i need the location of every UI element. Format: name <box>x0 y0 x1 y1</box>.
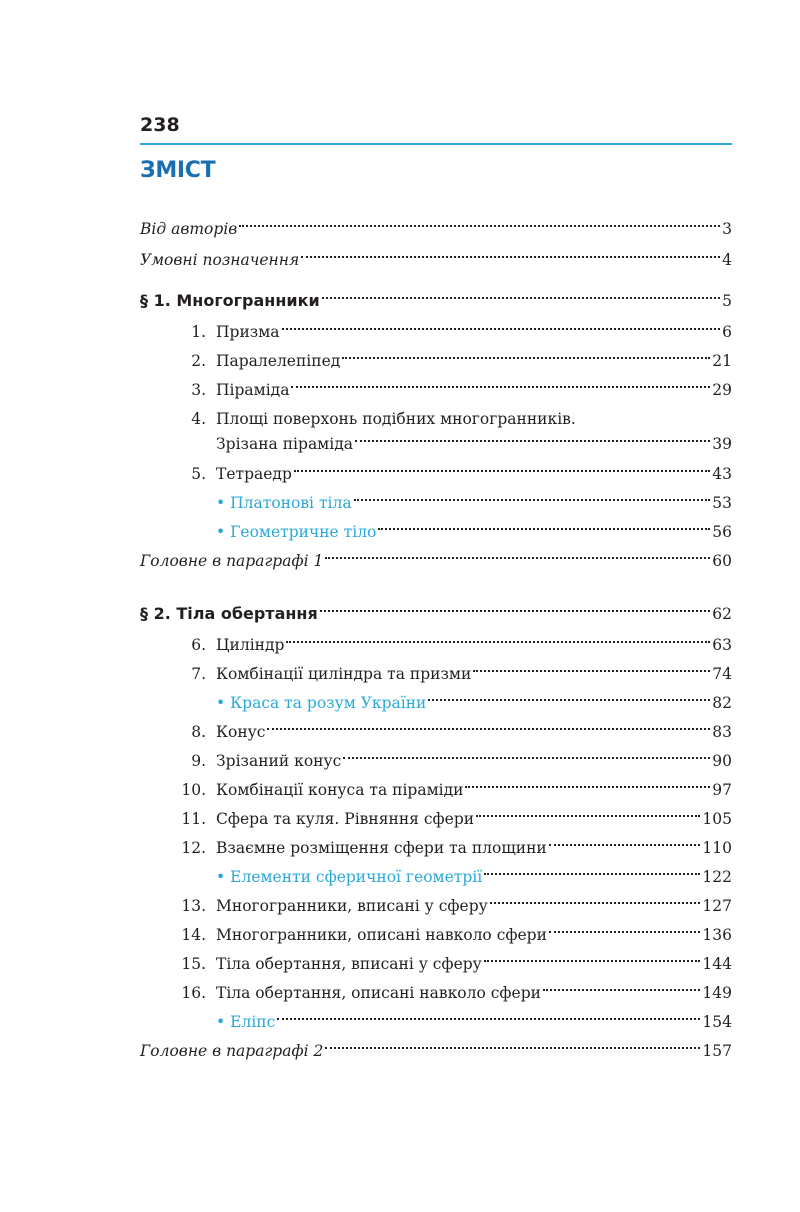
toc-item[interactable]: 16. Тіла обертання, описані навколо сфери 149 <box>181 984 732 1002</box>
leader-dots <box>301 255 720 258</box>
leader-dots <box>484 959 701 962</box>
toc-section-2[interactable]: § 2. Тіла обертання 62 <box>140 604 732 623</box>
toc-item[interactable]: 7. Комбінації циліндра та призми 74 <box>191 665 732 683</box>
bullet-icon: • <box>216 1013 226 1031</box>
leader-dots <box>294 469 710 472</box>
leader-dots <box>378 527 710 530</box>
leader-dots <box>465 785 710 788</box>
header-rule <box>140 143 732 145</box>
leader-dots <box>549 843 701 846</box>
leader-dots <box>325 1046 700 1049</box>
leader-dots <box>354 498 711 501</box>
toc-item[interactable]: 2. Паралелепіпед 21 <box>191 352 732 370</box>
toc-item[interactable]: 10. Комбінації конуса та піраміди 97 <box>181 781 732 799</box>
toc-item[interactable]: 1. Призма 6 <box>191 323 732 341</box>
toc-item-continued[interactable]: Зрізана піраміда 39 <box>216 435 732 453</box>
leader-dots <box>484 872 700 875</box>
toc-item[interactable]: 6. Циліндр 63 <box>191 636 732 654</box>
toc-extra-item[interactable]: • Еліпс 154 <box>216 1013 732 1031</box>
toc-summary-1[interactable]: Головне в параграфі 1 60 <box>140 552 732 570</box>
page-number: 238 <box>140 114 180 136</box>
toc-summary-2[interactable]: Головне в параграфі 2 157 <box>140 1042 732 1060</box>
toc-item[interactable]: 5. Тетраедр 43 <box>191 465 732 483</box>
toc-entry-authors[interactable]: Від авторів 3 <box>140 220 732 238</box>
leader-dots <box>428 698 710 701</box>
toc-item[interactable]: 15. Тіла обертання, вписані у сферу 144 <box>181 955 732 973</box>
toc-extra-item[interactable]: • Геометричне тіло 56 <box>216 523 732 541</box>
leader-dots <box>282 327 721 330</box>
leader-dots <box>320 609 711 612</box>
toc-item[interactable]: 11. Сфера та куля. Рівняння сфери 105 <box>181 810 732 828</box>
leader-dots <box>476 814 700 817</box>
leader-dots <box>286 640 710 643</box>
leader-dots <box>355 439 710 442</box>
bullet-icon: • <box>216 494 226 512</box>
toc-extra-item[interactable]: • Елементи сферичної геометрії 122 <box>216 868 732 886</box>
leader-dots <box>239 224 720 227</box>
toc-item[interactable]: 14. Многогранники, описані навколо сфери 136 <box>181 926 732 944</box>
leader-dots <box>473 669 710 672</box>
leader-dots <box>291 385 710 388</box>
bullet-icon: • <box>216 694 226 712</box>
toc-extra-item[interactable]: • Краса та розум України 82 <box>216 694 732 712</box>
page-title: ЗМІСТ <box>140 158 216 183</box>
leader-dots <box>267 727 710 730</box>
toc-entry-notation[interactable]: Умовні позначення 4 <box>140 251 732 269</box>
leader-dots <box>325 556 710 559</box>
leader-dots <box>342 356 710 359</box>
leader-dots <box>322 296 720 299</box>
leader-dots <box>543 988 700 991</box>
toc-item[interactable]: 13. Многогранники, вписані у сферу 127 <box>181 897 732 915</box>
toc-item[interactable]: 3. Піраміда 29 <box>191 381 732 399</box>
toc-item[interactable]: 8. Конус 83 <box>191 723 732 741</box>
leader-dots <box>343 756 710 759</box>
toc-item[interactable]: 9. Зрізаний конус 90 <box>191 752 732 770</box>
bullet-icon: • <box>216 868 226 886</box>
leader-dots <box>490 901 701 904</box>
toc-item[interactable]: 12. Взаємне розміщення сфери та площини 110 <box>181 839 732 857</box>
leader-dots <box>549 930 700 933</box>
toc-section-1[interactable]: § 1. Многогранники 5 <box>140 291 732 310</box>
leader-dots <box>277 1017 700 1020</box>
toc-item[interactable]: 4. Площі поверхонь подібних многогранників. <box>191 410 576 428</box>
bullet-icon: • <box>216 523 226 541</box>
toc-extra-item[interactable]: • Платонові тіла 53 <box>216 494 732 512</box>
